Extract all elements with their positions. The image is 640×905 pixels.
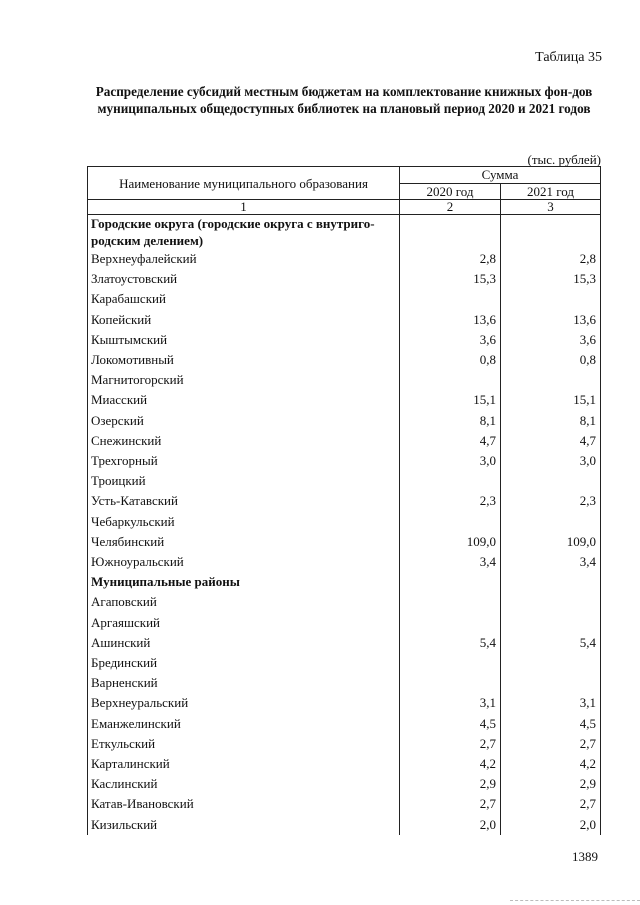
table-row xyxy=(88,613,601,633)
row-value-2020: 3,1 xyxy=(400,693,501,713)
row-value-2020: 15,1 xyxy=(400,390,501,410)
row-value-2021 xyxy=(501,673,601,693)
table-row xyxy=(88,815,601,835)
table-row xyxy=(88,289,601,309)
column-number-3: 3 xyxy=(501,200,601,215)
table-row xyxy=(88,714,601,734)
row-name: Миасский xyxy=(88,390,400,410)
row-value-2021 xyxy=(501,289,601,309)
table-row xyxy=(88,471,601,491)
row-name: Аргаяшский xyxy=(88,613,400,633)
section-row xyxy=(88,572,601,592)
table-row xyxy=(88,310,601,330)
table-row xyxy=(88,673,601,693)
row-name: Чебаркульский xyxy=(88,512,400,532)
table-row xyxy=(88,451,601,471)
row-value-2021 xyxy=(501,370,601,390)
row-value-2021: 4,7 xyxy=(501,431,601,451)
row-value-2021: 13,6 xyxy=(501,310,601,330)
page-edge-mark xyxy=(510,900,640,903)
row-value-2021: 2,9 xyxy=(501,774,601,794)
unit-label: (тыс. рублей) xyxy=(527,152,601,167)
section-row xyxy=(88,215,601,250)
table-row xyxy=(88,734,601,754)
column-header-2020: 2020 год xyxy=(400,183,501,200)
row-value-2021 xyxy=(501,653,601,673)
table-row xyxy=(88,532,601,552)
row-value-2020: 2,7 xyxy=(400,734,501,754)
row-value-2020 xyxy=(400,370,501,390)
table-row xyxy=(88,754,601,774)
row-value-2020: 109,0 xyxy=(400,532,501,552)
row-value-2020: 8,1 xyxy=(400,411,501,431)
column-header-2021: 2021 год xyxy=(501,183,601,200)
table-row xyxy=(88,693,601,713)
row-value-2020: 4,2 xyxy=(400,754,501,774)
row-value-2021: 2,0 xyxy=(501,815,601,835)
table-body xyxy=(88,215,601,835)
row-value-2021: 4,5 xyxy=(501,714,601,734)
row-value-2020: 4,5 xyxy=(400,714,501,734)
row-value-2021: 5,4 xyxy=(501,633,601,653)
row-name: Агаповский xyxy=(88,592,400,612)
table-row xyxy=(88,390,601,410)
row-value-2021: 8,1 xyxy=(501,411,601,431)
row-value-2021: 2,7 xyxy=(501,734,601,754)
row-value-2020: 2,7 xyxy=(400,794,501,814)
table-row xyxy=(88,350,601,370)
row-name: Магнитогорский xyxy=(88,370,400,390)
row-value-2021: 109,0 xyxy=(501,532,601,552)
row-name: Карталинский xyxy=(88,754,400,774)
row-value-2021 xyxy=(501,572,601,592)
table-row xyxy=(88,249,601,269)
row-value-2021 xyxy=(501,613,601,633)
row-name: Варненский xyxy=(88,673,400,693)
row-value-2021: 15,3 xyxy=(501,269,601,289)
row-name: Катав-Ивановский xyxy=(88,794,400,814)
row-value-2021: 0,8 xyxy=(501,350,601,370)
row-value-2020: 3,0 xyxy=(400,451,501,471)
row-value-2021: 3,4 xyxy=(501,552,601,572)
row-value-2021: 2,3 xyxy=(501,491,601,511)
row-value-2020 xyxy=(400,512,501,532)
table-row xyxy=(88,633,601,653)
row-value-2021: 15,1 xyxy=(501,390,601,410)
row-value-2020: 13,6 xyxy=(400,310,501,330)
row-value-2020: 15,3 xyxy=(400,269,501,289)
row-value-2021: 2,7 xyxy=(501,794,601,814)
row-value-2020: 5,4 xyxy=(400,633,501,653)
column-header-name: Наименование муниципального образования xyxy=(88,167,400,200)
row-name: Озерский xyxy=(88,411,400,431)
table-row xyxy=(88,512,601,532)
row-value-2020 xyxy=(400,289,501,309)
row-value-2020: 2,8 xyxy=(400,249,501,269)
row-value-2020: 4,7 xyxy=(400,431,501,451)
row-value-2021: 3,0 xyxy=(501,451,601,471)
row-value-2020 xyxy=(400,673,501,693)
row-value-2021: 3,1 xyxy=(501,693,601,713)
row-value-2021 xyxy=(501,512,601,532)
row-name: Снежинский xyxy=(88,431,400,451)
row-name: Еткульский xyxy=(88,734,400,754)
row-name: Кизильский xyxy=(88,815,400,835)
row-value-2021 xyxy=(501,471,601,491)
row-name: Южноуральский xyxy=(88,552,400,572)
row-value-2020 xyxy=(400,613,501,633)
page-number: 1389 xyxy=(572,849,598,864)
row-name: Еманжелинский xyxy=(88,714,400,734)
row-value-2020: 3,4 xyxy=(400,552,501,572)
table-row xyxy=(88,411,601,431)
row-value-2020: 3,6 xyxy=(400,330,501,350)
table-row xyxy=(88,653,601,673)
table-row xyxy=(88,330,601,350)
table-row xyxy=(88,370,601,390)
column-number-2: 2 xyxy=(400,200,501,215)
row-value-2020 xyxy=(400,653,501,673)
row-value-2021: 2,8 xyxy=(501,249,601,269)
row-value-2020: 2,9 xyxy=(400,774,501,794)
row-value-2020: 2,0 xyxy=(400,815,501,835)
row-value-2021 xyxy=(501,592,601,612)
table-row xyxy=(88,269,601,289)
table-row xyxy=(88,552,601,572)
row-value-2020 xyxy=(400,572,501,592)
column-header-sum: Сумма xyxy=(400,167,601,184)
row-name: Златоустовский xyxy=(88,269,400,289)
row-value-2020: 2,3 xyxy=(400,491,501,511)
row-name: Верхнеуральский xyxy=(88,693,400,713)
row-name: Городские округа (городские округа с внутриго-родским делением) xyxy=(88,215,400,250)
table-row xyxy=(88,592,601,612)
row-name: Верхнеуфалейский xyxy=(88,249,400,269)
table-row xyxy=(88,794,601,814)
table-row xyxy=(88,431,601,451)
table-row xyxy=(88,491,601,511)
row-name: Каслинский xyxy=(88,774,400,794)
row-name: Копейский xyxy=(88,310,400,330)
row-name: Трехгорный xyxy=(88,451,400,471)
column-number-1: 1 xyxy=(88,200,400,215)
table-number: Таблица 35 xyxy=(535,50,602,65)
row-value-2021: 3,6 xyxy=(501,330,601,350)
row-value-2021 xyxy=(501,215,601,250)
row-value-2021: 4,2 xyxy=(501,754,601,774)
row-name: Кыштымский xyxy=(88,330,400,350)
subsidy-table xyxy=(87,166,601,835)
row-name: Троицкий xyxy=(88,471,400,491)
row-name: Челябинский xyxy=(88,532,400,552)
row-name: Карабашский xyxy=(88,289,400,309)
document-title: Распределение субсидий местным бюджетам на комплектование книжных фон-дов муниципальных общедоступных библиотек на плановый период 2020 и 2021 годов xyxy=(95,84,593,116)
row-value-2020 xyxy=(400,215,501,250)
row-name: Усть-Катавский xyxy=(88,491,400,511)
row-value-2020 xyxy=(400,471,501,491)
row-name: Ашинский xyxy=(88,633,400,653)
row-name: Муниципальные районы xyxy=(88,572,400,592)
table-row xyxy=(88,774,601,794)
row-value-2020: 0,8 xyxy=(400,350,501,370)
row-name: Брединский xyxy=(88,653,400,673)
row-value-2020 xyxy=(400,592,501,612)
row-name: Локомотивный xyxy=(88,350,400,370)
